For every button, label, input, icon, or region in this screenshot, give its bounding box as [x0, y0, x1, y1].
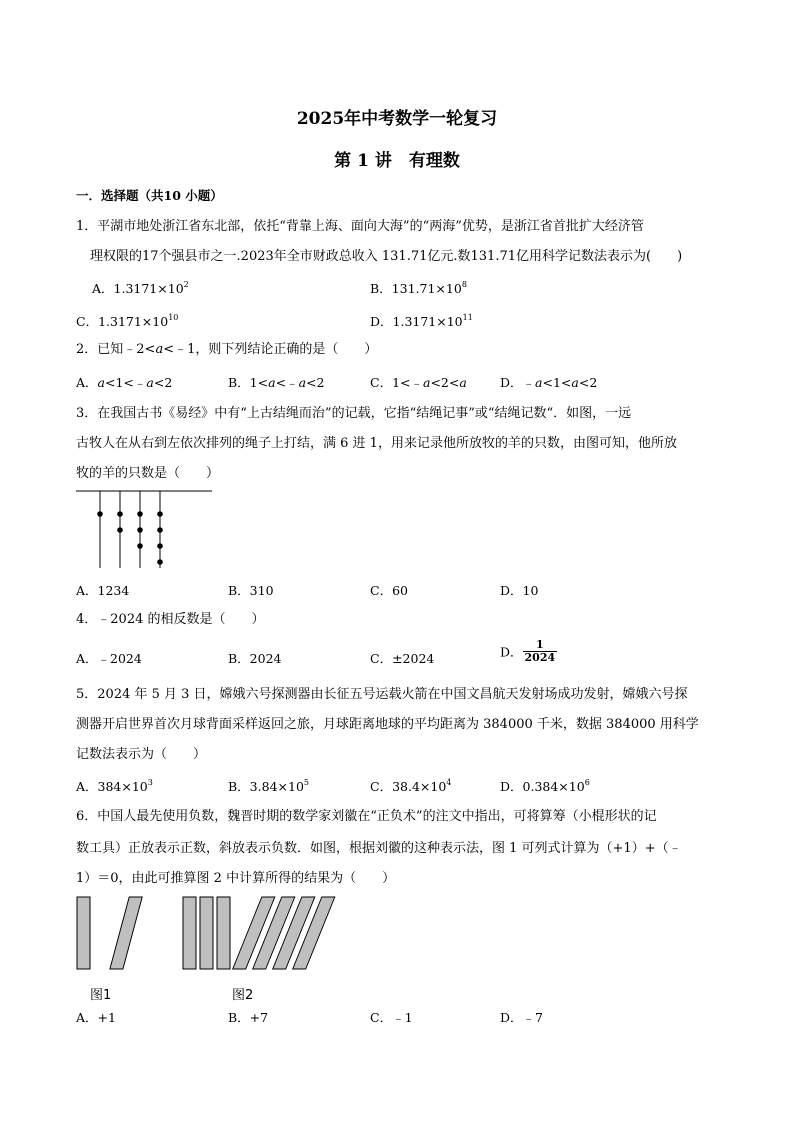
q1-stem-line2: 理权限的17个强县市之一.2023年全市财政总收入 131.71亿元.数131.71亿用科学记数法表示为( )	[90, 249, 683, 264]
q2-a-lt: <	[104, 375, 116, 390]
q1-option-d	[370, 312, 473, 330]
q5-option-b-text: B．3.84×10	[228, 779, 304, 794]
upright-rod	[183, 897, 196, 969]
q2-a-label: A．	[76, 375, 98, 390]
q4-option-d	[500, 639, 557, 664]
q1-option-d-text: D．1.3171×10	[370, 314, 463, 329]
knot	[157, 511, 163, 517]
q2-c-var1: a	[423, 375, 431, 390]
q2-option-b	[228, 373, 324, 391]
q2-c-two: <2	[430, 375, 449, 390]
knot	[137, 511, 143, 517]
q5-stem-line3: 记数法表示为（ ）	[76, 747, 207, 762]
q5-option-c-exp: 4	[446, 778, 452, 787]
q2-option-a: A．a<1<﹣a<2	[76, 375, 173, 390]
knot	[137, 527, 143, 533]
q2-c-label: C．1<﹣	[370, 375, 423, 390]
q4-stem: 4．﹣2024 的相反数是（ ）	[76, 612, 265, 627]
q2-d-lt: <	[542, 375, 553, 390]
q1-stem-line1: 1．平湖市地处浙江省东北部，依托“背靠上海、面向大海”的“两海”优势，是浙江省首批扩大经济管	[76, 219, 644, 234]
counting-rods-figure	[74, 894, 384, 976]
q4-option-a: A．﹣2024	[76, 651, 142, 666]
q5-option-c	[370, 777, 451, 795]
q2-d-lt2: <	[560, 375, 572, 390]
q5-option-d	[500, 777, 590, 795]
q3-option-d: D．10	[500, 583, 539, 598]
q2-b-two: <2	[306, 375, 325, 390]
upright-rod	[217, 897, 230, 969]
q2-d-var1: a	[535, 375, 543, 390]
q4-option-d-label: D．	[500, 644, 523, 660]
q1-option-d-exp: 11	[462, 313, 473, 322]
knot-rope-figure	[76, 488, 216, 572]
q4-option-c: C．±2024	[370, 651, 435, 666]
q5-option-d-text: D．0.384×10	[500, 779, 585, 794]
q6-stem-line2: 数工具）正放表示正数，斜放表示负数．如图，根据刘徽的这种表示法，图 1 可列式计算为（+1）+（﹣	[76, 841, 682, 856]
q2-d-label: D．﹣	[500, 375, 536, 390]
q3-option-b: B．310	[228, 583, 274, 598]
q2-a-var1: a	[97, 375, 105, 390]
q2-b-label: B．1<	[228, 375, 269, 390]
q5-option-d-exp: 6	[584, 778, 590, 787]
section-heading: 一．选择题（共10 小题）	[76, 188, 223, 203]
q2-d-var2: a	[571, 375, 579, 390]
q2-stem-post: <﹣1，则下列结论正确的是（ ）	[163, 342, 378, 357]
q5-option-c-text: C．38.4×10	[370, 779, 447, 794]
q2-b-neglt: <﹣	[275, 375, 299, 390]
knot	[157, 559, 163, 565]
q2-a-neglt: <﹣	[123, 375, 147, 390]
q1-option-a-text: A．1.3171×10	[92, 281, 184, 296]
q3-option-a: A．1234	[76, 583, 130, 598]
q2-var: a	[155, 342, 164, 357]
q5-option-a-exp: 3	[147, 778, 153, 787]
q6-option-b: B．+7	[228, 1010, 269, 1025]
fraction-denominator: 2024	[524, 651, 556, 664]
knot	[117, 527, 123, 533]
q6-option-d: D．﹣7	[500, 1010, 543, 1025]
q5-option-a	[76, 777, 153, 795]
q2-stem-pre: 2．已知﹣2<	[76, 342, 156, 357]
q2-b-var2: a	[298, 375, 307, 390]
q5-stem-line1: 5．2024 年 5 月 3 日，嫦娥六号探测器由长征五号运载火箭在中国文昌航天发射场成功发射，嫦娥六号探	[76, 687, 688, 702]
q1-option-c	[76, 312, 178, 330]
upright-rod	[77, 897, 90, 969]
q1-option-b	[370, 279, 467, 297]
q1-option-a	[92, 279, 189, 297]
q2-a-two: <2	[153, 375, 173, 390]
q5-option-a-text: A．384×10	[76, 779, 148, 794]
q3-option-c: C．60	[370, 583, 408, 598]
fraction-numerator: 1	[536, 638, 544, 651]
page-subtitle: 第 1 讲 有理数	[334, 151, 460, 171]
knot	[97, 511, 103, 517]
q2-b-var1: a	[268, 375, 276, 390]
knot	[157, 527, 163, 533]
knot	[117, 511, 123, 517]
q3-stem-line2: 古牧人在从右到左依次排列的绳子上打结，满 6 进 1，用来记录他所放牧的羊的只数，由图可知，他所放	[76, 436, 677, 451]
slanted-rod	[110, 897, 142, 969]
q2-option-d: D．﹣a<1<a<2	[500, 375, 598, 390]
q4-option-d-fraction	[523, 639, 558, 664]
q1-option-c-exp: 10	[168, 313, 179, 322]
figure-1-label: 图1	[90, 988, 112, 1003]
q6-option-a: A．+1	[76, 1010, 116, 1025]
knot	[157, 543, 163, 549]
upright-rod	[200, 897, 213, 969]
q1-option-b-exp: 8	[461, 280, 467, 289]
q2-stem	[76, 335, 377, 365]
knot	[137, 543, 143, 549]
q1-option-a-exp: 2	[183, 280, 189, 289]
q1-option-c-text: C．1.3171×10	[76, 314, 169, 329]
q2-c-var2: a	[459, 375, 467, 390]
q3-stem-line1: 3．在我国古书《易经》中有“上古结绳而治”的记载，它指“结绳记事”或“结绳记数“．如图，一远	[76, 406, 632, 421]
q5-stem-line2: 测器开启世界首次月球背面采样返回之旅，月球距离地球的平均距离为 384000 千米，数据 384000 用科学	[76, 717, 699, 732]
figure-2-label: 图2	[232, 988, 254, 1003]
q2-c-lt: <	[448, 375, 460, 390]
q2-option-c	[370, 373, 467, 391]
q5-option-b	[228, 777, 309, 795]
q6-option-c: C．﹣1	[370, 1010, 413, 1025]
q5-option-b-exp: 5	[303, 778, 309, 787]
q1-option-b-text: B．131.71×10	[370, 281, 462, 296]
q6-stem-line1: 6．中国人最先使用负数，魏晋时期的数学家刘徽在“正负术”的注文中指出，可将算筹（小棍形状的记	[76, 809, 657, 824]
q2-a-var2: a	[146, 375, 154, 390]
q2-d-two: <2	[578, 375, 598, 390]
page-title: 2025年中考数学一轮复习	[296, 109, 498, 129]
q3-stem-line3: 牧的羊的只数是（ ）	[76, 466, 220, 481]
q6-stem-line3: 1）＝0，由此可推算图 2 中计算所得的结果为（ ）	[76, 871, 396, 886]
q4-option-b: B．2024	[228, 651, 282, 666]
